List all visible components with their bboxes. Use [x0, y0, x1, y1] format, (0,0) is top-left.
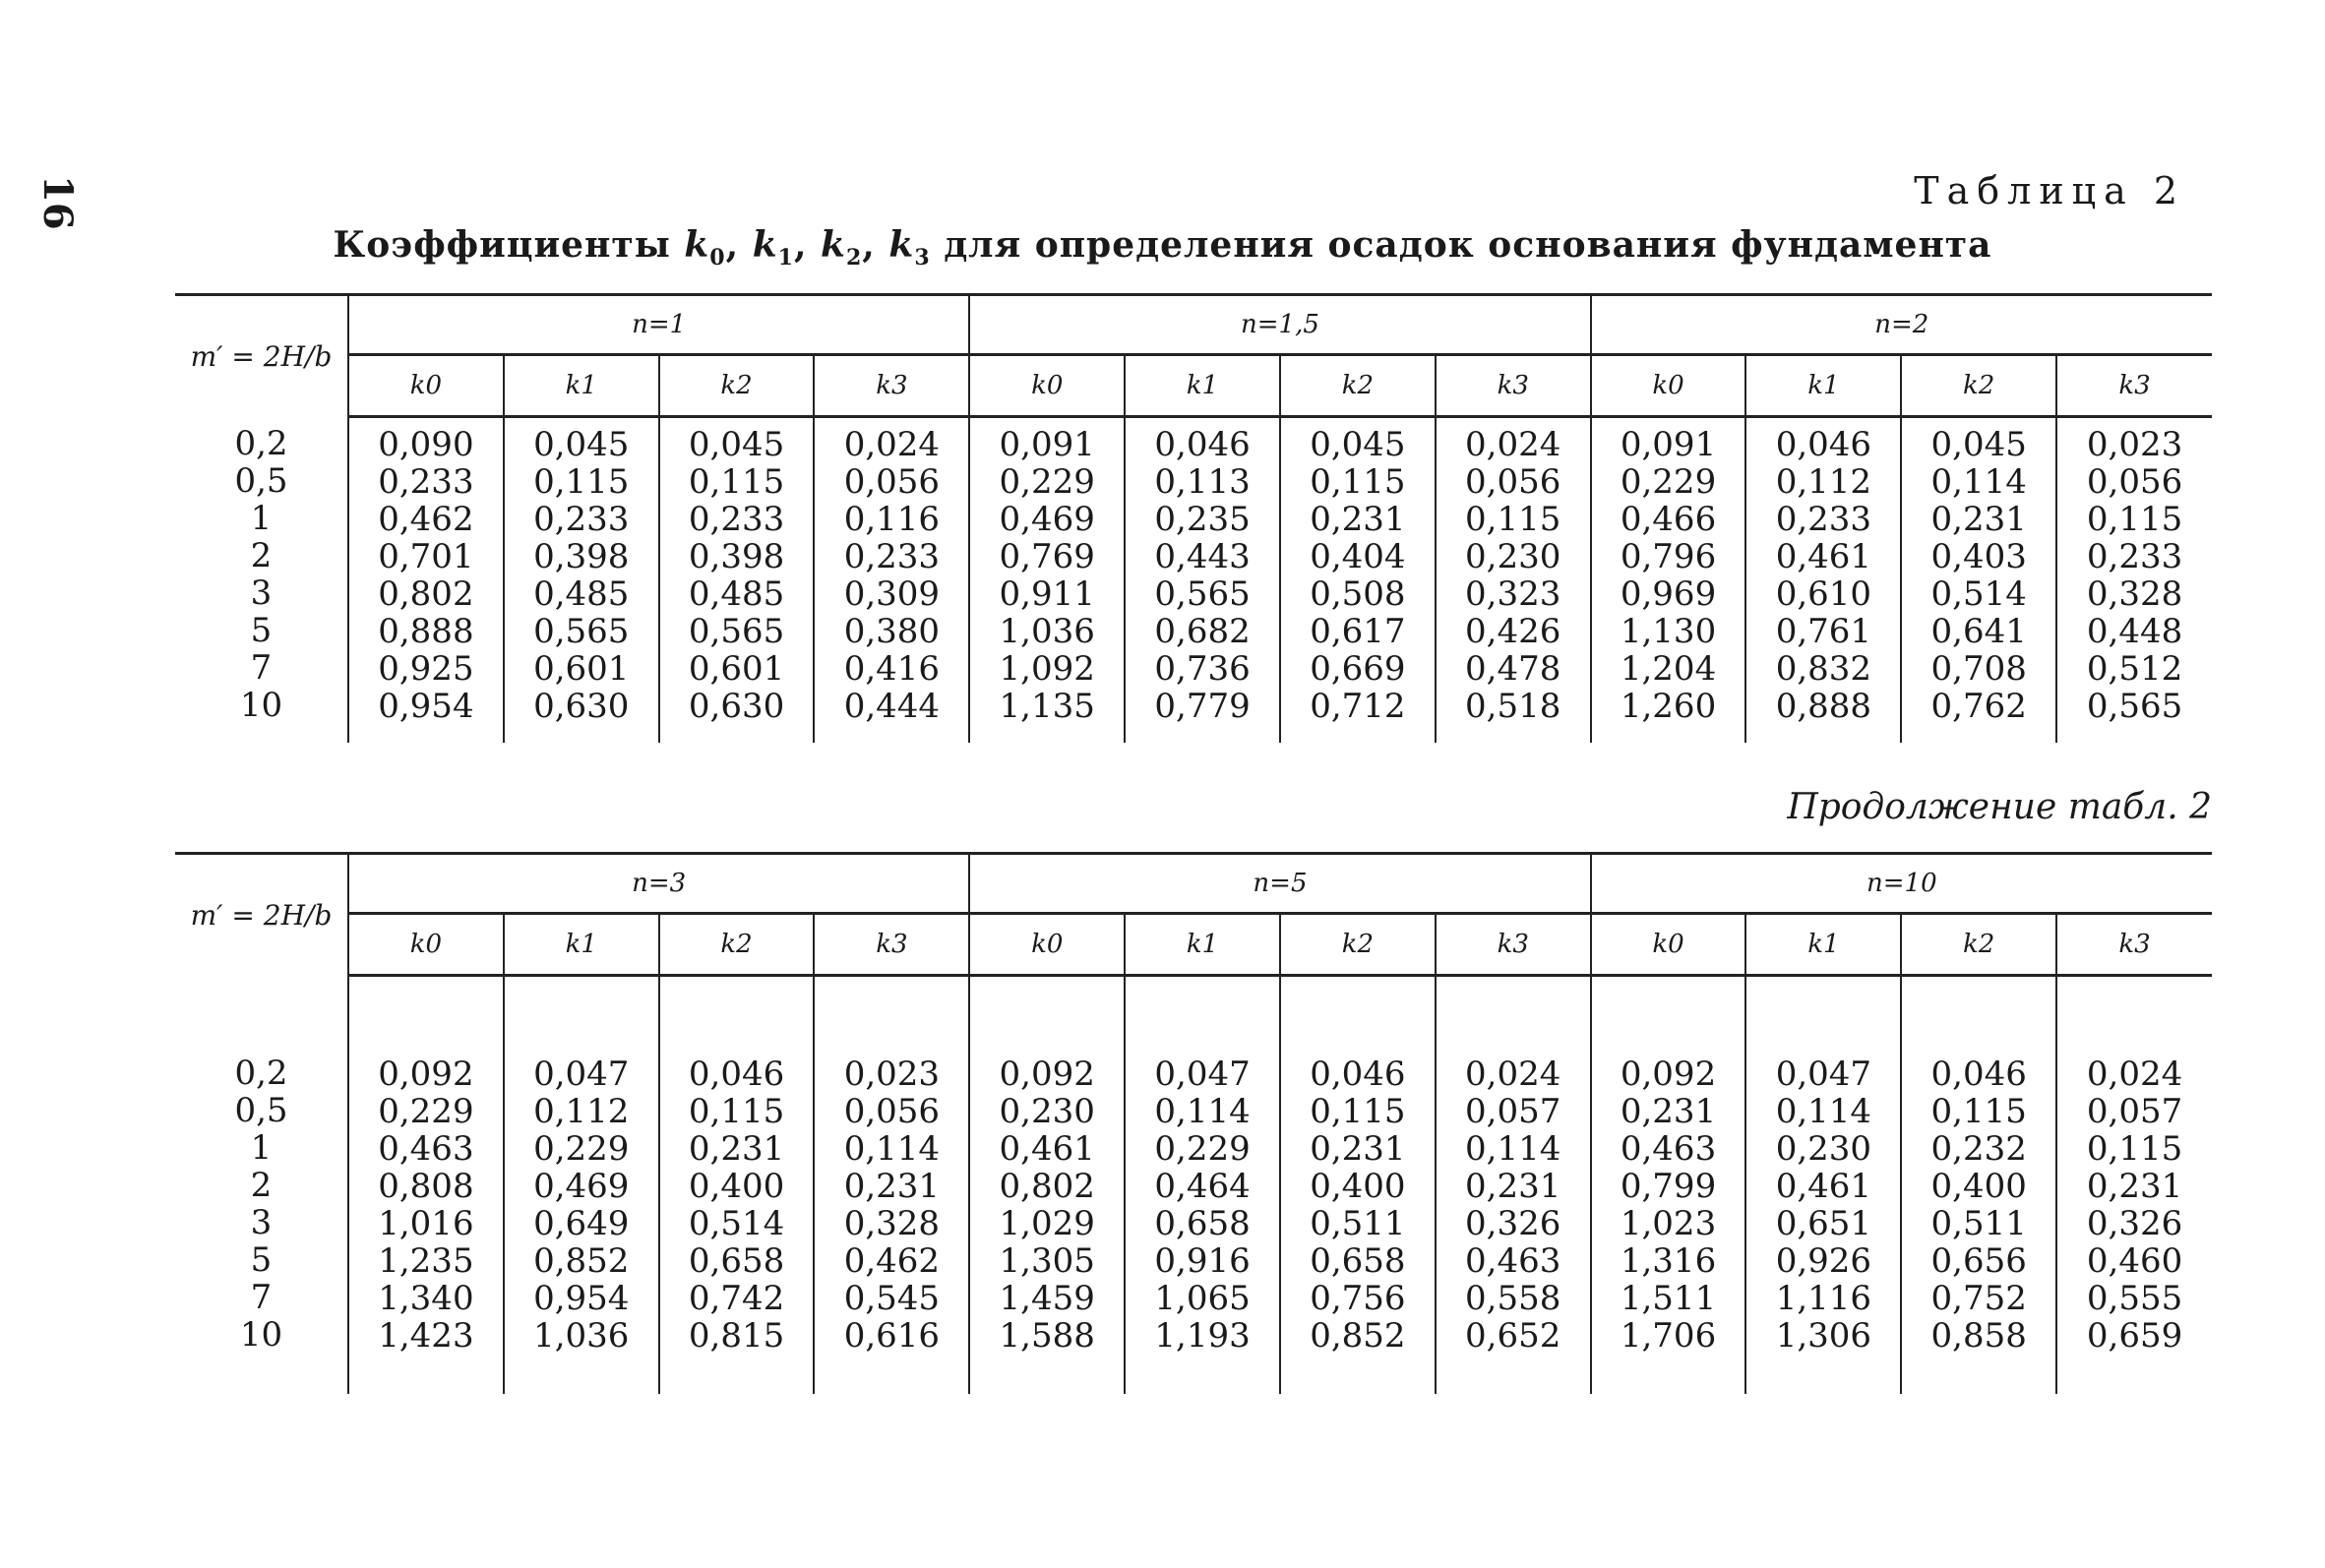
k-header: k0 [348, 914, 504, 976]
k3-values: 0,023 0,056 0,114 0,231 0,328 0,462 0,545 0,616 [814, 976, 969, 1395]
k1-values: 0,047 0,114 0,229 0,464 0,658 0,916 1,065 1,193 [1125, 976, 1280, 1395]
k1-values: 0,045 0,115 0,233 0,398 0,485 0,565 0,601 0,630 [504, 417, 659, 744]
caption-prefix: Коэффициенты [333, 224, 671, 266]
k-header: k2 [1280, 355, 1436, 417]
k-header: k1 [1745, 914, 1901, 976]
k2-values: 0,045 0,114 0,231 0,403 0,514 0,641 0,708 0,762 [1901, 417, 2056, 744]
k-header: k3 [2056, 355, 2212, 417]
k-header: k1 [1125, 914, 1280, 976]
k-header: k1 [504, 355, 659, 417]
k-header: k0 [348, 355, 504, 417]
k-header: k3 [1436, 914, 1591, 976]
k1-values: 0,047 0,112 0,229 0,469 0,649 0,852 0,954 1,036 [504, 976, 659, 1395]
k3-values: 0,024 0,056 0,116 0,233 0,309 0,380 0,416 0,444 [814, 417, 969, 744]
table-label: Таблица 2 [1914, 169, 2185, 212]
k-header: k0 [1591, 914, 1746, 976]
k3-values: 0,024 0,057 0,114 0,231 0,326 0,463 0,558 0,652 [1436, 976, 1591, 1395]
k3-values: 0,024 0,056 0,115 0,230 0,323 0,426 0,478 0,518 [1436, 417, 1591, 744]
continuation-label: Продолжение табл. 2 [1787, 787, 2212, 827]
k0-values: 0,092 0,229 0,463 0,808 1,016 1,235 1,340 1,423 [348, 976, 504, 1395]
k1-values: 0,047 0,114 0,230 0,461 0,651 0,926 1,116 1,306 [1745, 976, 1901, 1395]
k2-values: 0,045 0,115 0,231 0,404 0,508 0,617 0,669 0,712 [1280, 417, 1436, 744]
group-header: n=1,5 [969, 295, 1590, 355]
k-header: k1 [1745, 355, 1901, 417]
m-values-column: 0,2 0,5 1 2 3 5 7 10 [175, 417, 348, 744]
k-header: k3 [2056, 914, 2212, 976]
group-header: n=3 [348, 854, 969, 914]
k-header: k2 [1280, 914, 1436, 976]
group-header: n=1 [348, 295, 969, 355]
group-header: n=2 [1591, 295, 2212, 355]
k0-values: 0,092 0,231 0,463 0,799 1,023 1,316 1,511 1,706 [1591, 976, 1746, 1395]
k-header: k3 [814, 914, 969, 976]
k-header: k0 [1591, 355, 1746, 417]
k-header: k0 [969, 914, 1125, 976]
k-header: k1 [504, 914, 659, 976]
k0-values: 0,092 0,230 0,461 0,802 1,029 1,305 1,459 1,588 [969, 976, 1125, 1395]
k-header: k2 [659, 914, 815, 976]
coefficients-table-1 [175, 293, 2212, 743]
k2-values: 0,045 0,115 0,233 0,398 0,485 0,565 0,601 0,630 [659, 417, 815, 744]
k3-values: 0,024 0,057 0,115 0,231 0,326 0,460 0,555 0,659 [2086, 1055, 2183, 1356]
k3-values: 0,023 0,056 0,115 0,233 0,328 0,448 0,512 0,565 [2086, 425, 2183, 726]
k-header: k1 [1125, 355, 1280, 417]
coefficients-table-2 [175, 852, 2212, 1394]
k-header: k0 [969, 355, 1125, 417]
table-caption: Коэффициенты $k_0$, $k_1$, $k_2$, $k_3$ для определения осадок основания фундамента [333, 224, 1992, 271]
caption-suffix: для определения осадок основания фундамента [944, 224, 1992, 266]
k0-values: 0,090 0,233 0,462 0,701 0,802 0,888 0,925 0,954 [348, 417, 504, 744]
group-header: n=5 [969, 854, 1590, 914]
k-header: k3 [814, 355, 969, 417]
m-column-header: m′ = 2H/b [175, 295, 348, 417]
k1-values: 0,046 0,112 0,233 0,461 0,610 0,761 0,832 0,888 [1745, 417, 1901, 744]
k-header: k2 [1901, 355, 2056, 417]
k2-values: 0,046 0,115 0,231 0,400 0,514 0,658 0,742 0,815 [659, 976, 815, 1395]
k2-values: 0,046 0,115 0,232 0,400 0,511 0,656 0,752 0,858 [1901, 976, 2056, 1395]
k-header: k2 [1901, 914, 2056, 976]
group-header: n=10 [1591, 854, 2212, 914]
k0-values: 0,091 0,229 0,466 0,796 0,969 1,130 1,204 1,260 [1591, 417, 1746, 744]
k1-values: 0,046 0,113 0,235 0,443 0,565 0,682 0,736 0,779 [1125, 417, 1280, 744]
m-column-header: m′ = 2H/b [175, 854, 348, 976]
k2-values: 0,046 0,115 0,231 0,400 0,511 0,658 0,756 0,852 [1280, 976, 1436, 1395]
k-header: k3 [1436, 355, 1591, 417]
m-values-column: 0,2 0,5 1 2 3 5 7 10 [175, 976, 348, 1395]
k0-values: 0,091 0,229 0,469 0,769 0,911 1,036 1,092 1,135 [969, 417, 1125, 744]
page-number: 16 [34, 175, 81, 230]
k-header: k2 [659, 355, 815, 417]
